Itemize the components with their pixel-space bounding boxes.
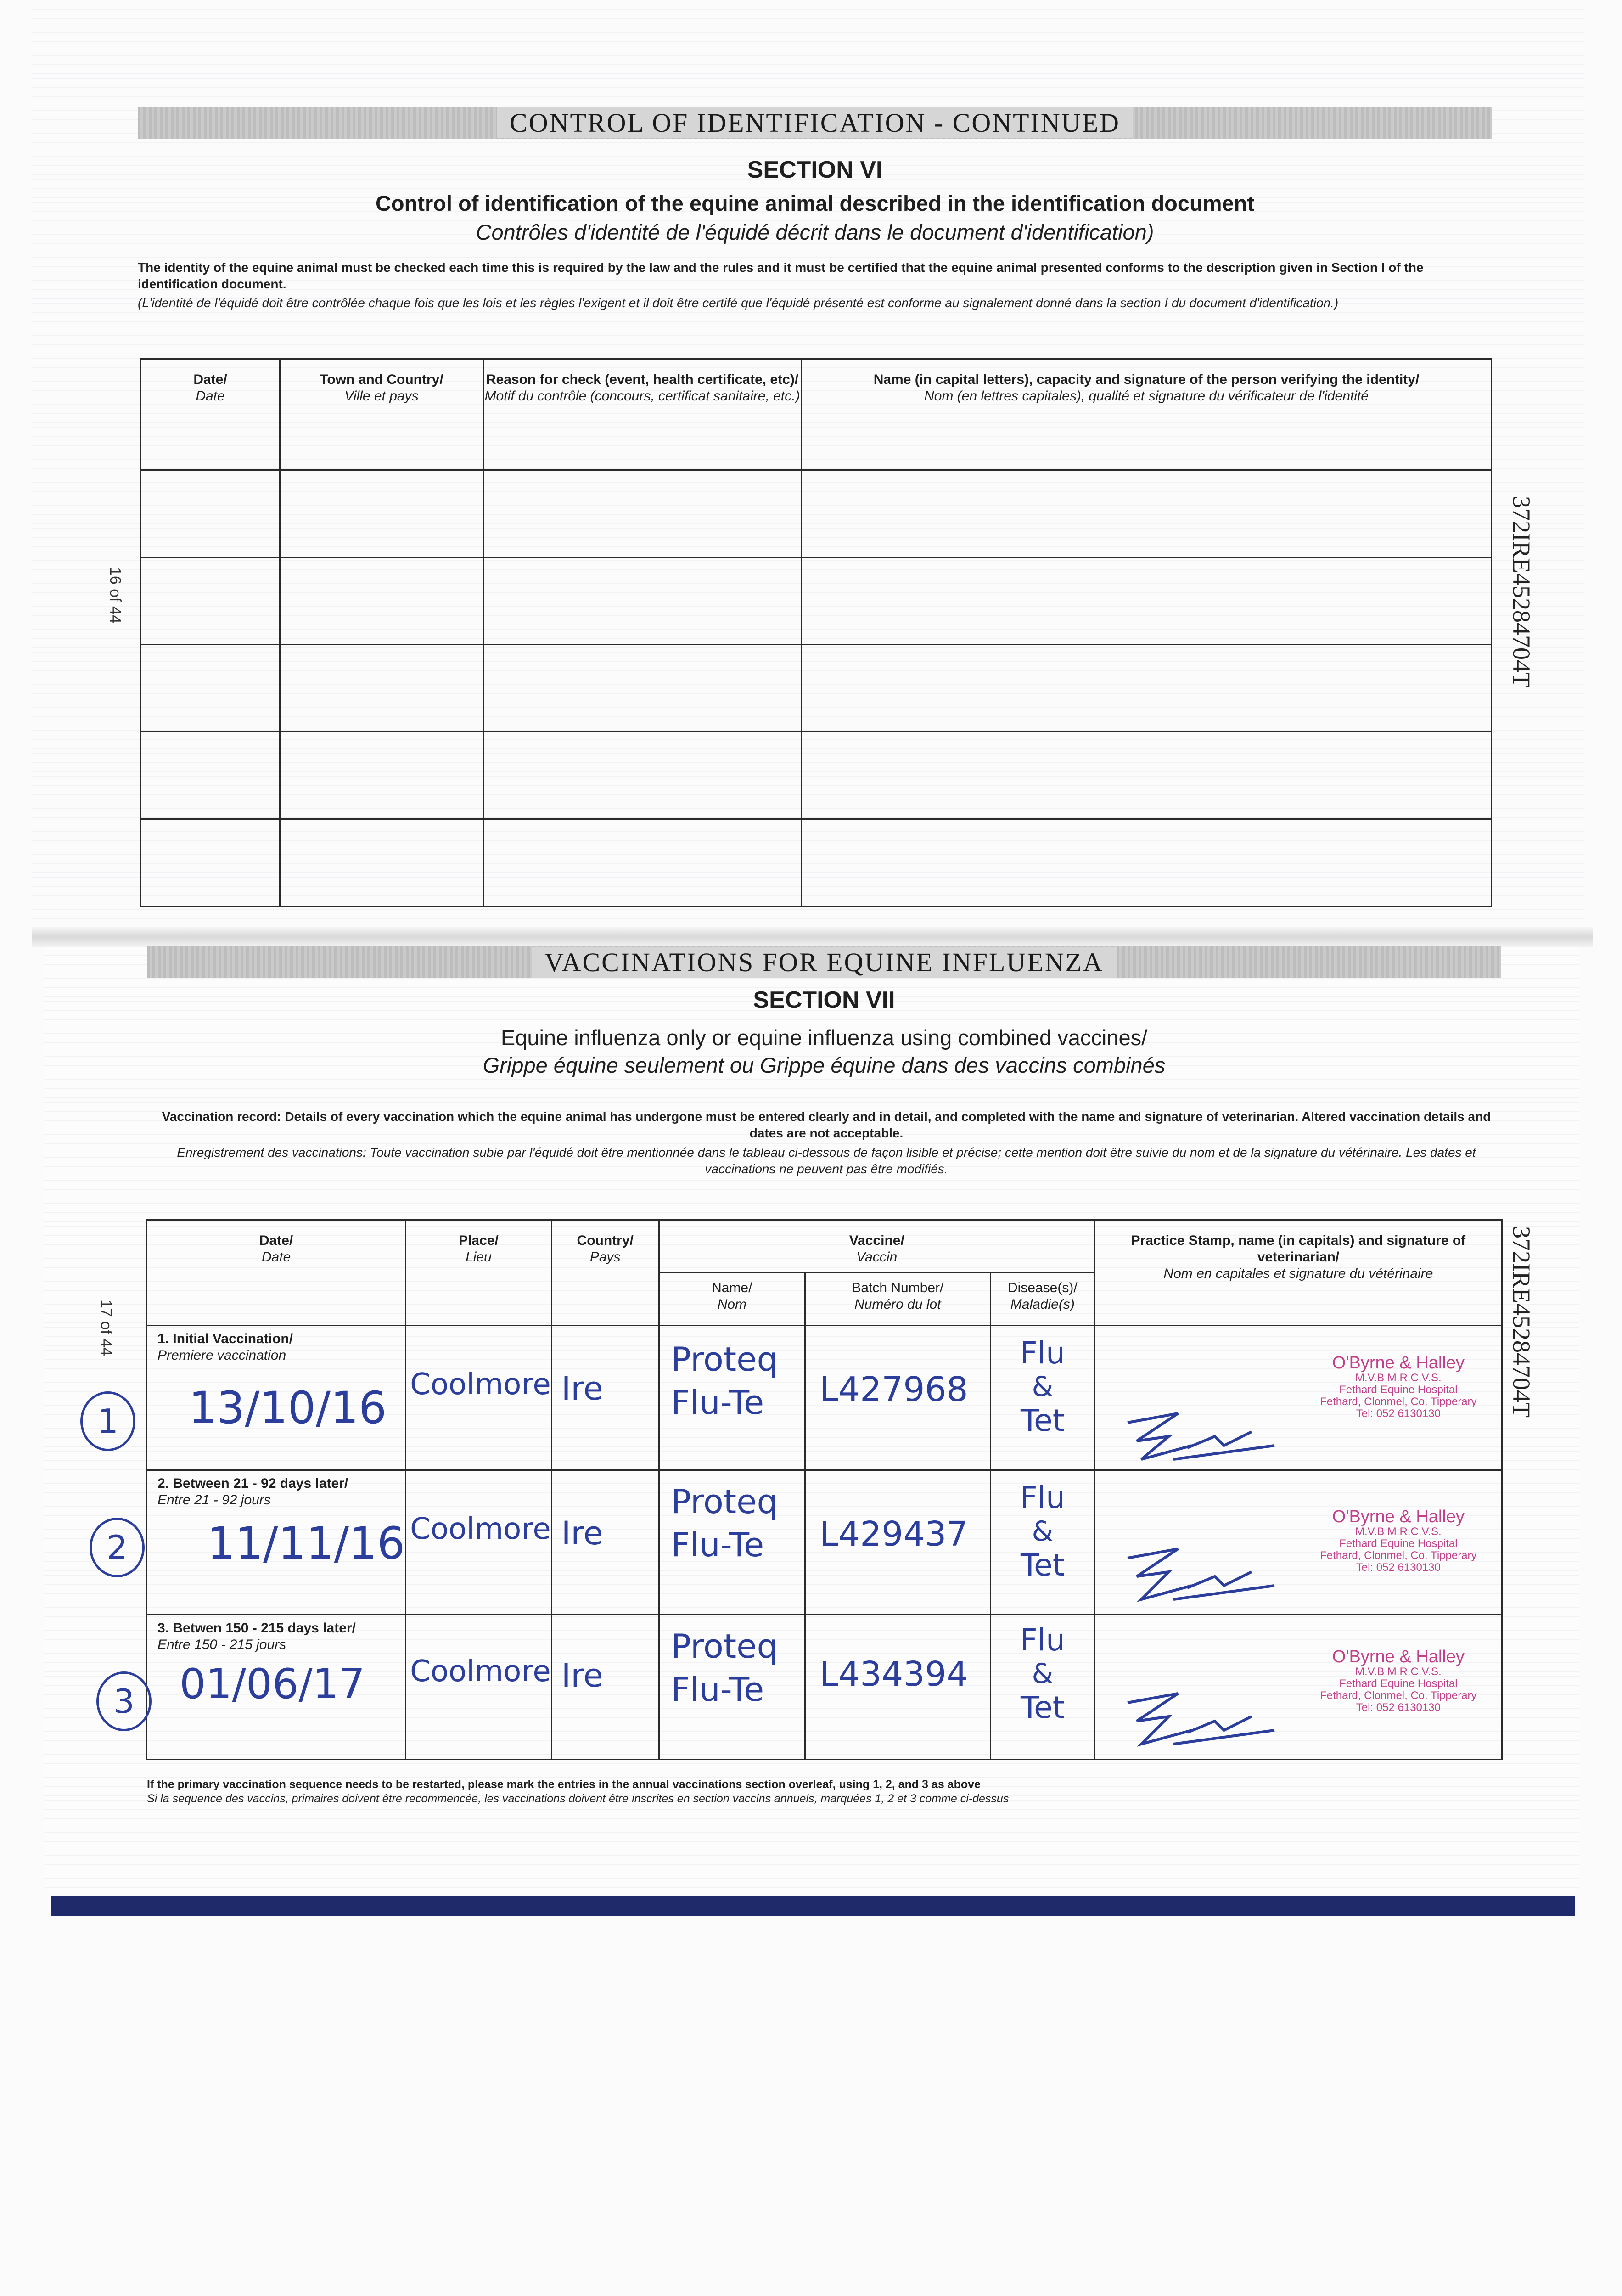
veterinarian-signature (1109, 1404, 1302, 1473)
col-date: Date/ Date (141, 359, 280, 470)
disease-cell (990, 1326, 1094, 1470)
section-vi-title-en: Control of identification of the equine animal described in the identification document (375, 191, 1255, 215)
disease-cell (990, 1615, 1094, 1760)
banner-title: CONTROL OF IDENTIFICATION - CONTINUED (497, 107, 1133, 138)
table-row (141, 732, 1492, 819)
vaccine-name-cell (659, 1470, 805, 1615)
col-vaccine-name: Name/ Nom (659, 1273, 805, 1326)
stamp-cell (1094, 1326, 1502, 1470)
disease-line: & (1032, 1371, 1054, 1403)
table-row (147, 1470, 1502, 1615)
side-code-upper: 372IRE45284704T (1508, 496, 1535, 687)
col-country: Country/ Pays (551, 1220, 659, 1326)
disease-line: Flu (1020, 1335, 1065, 1371)
country-cell (551, 1470, 659, 1615)
page-fold (32, 927, 1593, 947)
veterinarian-signature (1109, 1684, 1302, 1758)
vaccination-date: 01/06/17 (180, 1660, 365, 1708)
footnote-en: If the primary vaccination sequence needs to be restarted, please mark the entries in the annual vaccinations section overleaf, using 1, 2, and 3 as above (147, 1778, 981, 1791)
section-vii-banner (147, 946, 1501, 978)
vaccine-name-line: Flu-Te (671, 1525, 764, 1564)
table-row (147, 1615, 1502, 1760)
vaccination-place: Coolmore (410, 1654, 551, 1688)
col-batch-number: Batch Number/ Numéro du lot (805, 1273, 990, 1326)
batch-number: L429437 (819, 1514, 968, 1554)
vaccination-country: Ire (561, 1657, 603, 1694)
vaccination-country: Ire (561, 1514, 603, 1552)
disease-line: Flu (1020, 1480, 1065, 1515)
col-reason: Reason for check (event, health certificate, etc)/ Motif du contrôle (concours, certificat sanitaire, etc.) (483, 359, 802, 470)
batch-cell (805, 1470, 990, 1615)
disease-line: Tet (1021, 1403, 1065, 1438)
section-vi-title-fr: Contrôles d'identité de l'équidé décrit dans le document d'identification) (476, 220, 1154, 244)
batch-cell (805, 1615, 990, 1760)
batch-cell (805, 1326, 990, 1470)
section-vii-heading: SECTION VII (753, 987, 895, 1013)
section-vii-intro-fr: Enregistrement des vaccinations: Toute vaccination subie par l'équidé doit être mentionnée dans le tableau ci-dessous de façon lisible et précise; cette mention doit être suivie du nom et de la signature du vétérinaire. Les dates et vaccinations ne peuvent pas être modifiés. (177, 1145, 1476, 1176)
section-vi-heading: SECTION VI (747, 157, 883, 183)
practice-stamp: O'Byrne & Halley M.V.B M.R.C.V.S. Fethard Equine Hospital Fethard, Clonmel, Co. Tipperary Tel: 052 6130130 (1320, 1507, 1477, 1574)
vaccine-name-line: Proteq (671, 1482, 778, 1521)
disease-line: & (1032, 1658, 1054, 1690)
row-marker-2: 2 (90, 1518, 145, 1577)
col-date: Date/ Date (147, 1220, 406, 1326)
col-vaccine: Vaccine/ Vaccin (659, 1220, 1094, 1273)
date-cell: 3. Betwen 150 - 215 days later/ Entre 150 - 215 jours 01/06/17 (147, 1615, 406, 1760)
disease-line: Tet (1021, 1690, 1065, 1725)
disease-line: & (1032, 1515, 1054, 1548)
disease-cell (990, 1470, 1094, 1615)
section-vii-intro-en: Vaccination record: Details of every vaccination which the equine animal has undergone must be entered clearly and in detail, and completed with the name and signature of veterinarian. Altered vaccination details and dates are not acceptable. (162, 1109, 1491, 1140)
table-row (141, 819, 1492, 906)
section-vii-title-en: Equine influenza only or equine influenza using combined vaccines/ (500, 1025, 1148, 1050)
vaccine-name-cell (659, 1326, 805, 1470)
col-disease: Disease(s)/ Maladie(s) (990, 1273, 1094, 1326)
vaccination-place: Coolmore (410, 1367, 551, 1401)
col-verifier: Name (in capital letters), capacity and signature of the person verifying the identity/ Nom (en lettres capitales), qualité et signature du vérificateur de l'identité (802, 359, 1492, 470)
row-marker-1: 1 (80, 1391, 135, 1451)
date-cell: 1. Initial Vaccination/ Premiere vaccination 13/10/16 (147, 1326, 406, 1470)
disease-line: Flu (1020, 1622, 1065, 1658)
row-marker-3: 3 (96, 1671, 152, 1731)
vaccination-place: Coolmore (410, 1512, 551, 1546)
date-cell: 2. Between 21 - 92 days later/ Entre 21 - 92 jours 11/11/16 (147, 1470, 406, 1615)
vaccination-table (146, 1219, 1503, 1760)
section-vi-intro-fr: (L'identité de l'équidé doit être contrôlée chaque fois que les lois et les règles l'exigent et il doit être certifé que l'équidé présenté est conforme au signalement donné dans la section I du document d'identification.) (138, 296, 1339, 310)
vaccine-name-line: Flu-Te (671, 1670, 764, 1709)
table-row (141, 645, 1492, 732)
country-cell (551, 1326, 659, 1470)
country-cell (551, 1615, 659, 1760)
table-row (141, 557, 1492, 645)
vaccine-name-line: Proteq (671, 1340, 778, 1379)
disease-line: Tet (1021, 1548, 1065, 1583)
col-town-country: Town and Country/ Ville et pays (280, 359, 483, 470)
section-vii-title-fr: Grippe équine seulement ou Grippe équine dans des vaccins combinés (483, 1053, 1166, 1077)
banner-title: VACCINATIONS FOR EQUINE INFLUENZA (532, 947, 1117, 978)
batch-number: L434394 (819, 1654, 968, 1694)
col-place: Place/ Lieu (406, 1220, 552, 1326)
section-vi-intro-en: The identity of the equine animal must be checked each time this is required by the law and the rules and it must be certified that the equine animal presented conforms to the description given in Section I of the identification document. (138, 260, 1424, 291)
practice-stamp: O'Byrne & Halley M.V.B M.R.C.V.S. Fethard Equine Hospital Fethard, Clonmel, Co. Tipperary Tel: 052 6130130 (1320, 1353, 1477, 1420)
identity-check-table (140, 358, 1492, 907)
table-header-row (141, 359, 1492, 470)
page-number-16: 16 of 44 (107, 567, 124, 624)
stamp-cell (1094, 1470, 1502, 1615)
table-header-row (147, 1220, 1502, 1273)
veterinarian-signature (1109, 1540, 1302, 1613)
batch-number: L427968 (819, 1370, 968, 1409)
side-code-lower: 372IRE45284704T (1508, 1226, 1535, 1418)
section-vi-banner (138, 107, 1492, 139)
col-practice-stamp: Practice Stamp, name (in capitals) and signature of veterinarian/ Nom en capitales et signature du vétérinaire (1094, 1220, 1502, 1326)
place-cell (406, 1615, 552, 1760)
vaccination-date: 13/10/16 (189, 1382, 387, 1434)
vaccination-date: 11/11/16 (207, 1518, 405, 1569)
place-cell (406, 1326, 552, 1470)
table-row (147, 1326, 1502, 1470)
bottom-binding-strip (51, 1896, 1575, 1916)
place-cell (406, 1470, 552, 1615)
page-number-17: 17 of 44 (97, 1300, 115, 1356)
practice-stamp: O'Byrne & Halley M.V.B M.R.C.V.S. Fethard Equine Hospital Fethard, Clonmel, Co. Tipperary Tel: 052 6130130 (1320, 1647, 1477, 1714)
vaccination-country: Ire (561, 1370, 603, 1407)
vaccine-name-cell (659, 1615, 805, 1760)
footnote-fr: Si la sequence des vaccins, primaires doivent être recommencée, les vaccinations doivent être inscrites en section vaccins annuels, marquées 1, 2 et 3 comme ci-dessus (147, 1792, 1009, 1805)
stamp-cell (1094, 1615, 1502, 1760)
vaccine-name-line: Proteq (671, 1627, 778, 1666)
vaccine-name-line: Flu-Te (671, 1383, 764, 1422)
table-row (141, 470, 1492, 557)
